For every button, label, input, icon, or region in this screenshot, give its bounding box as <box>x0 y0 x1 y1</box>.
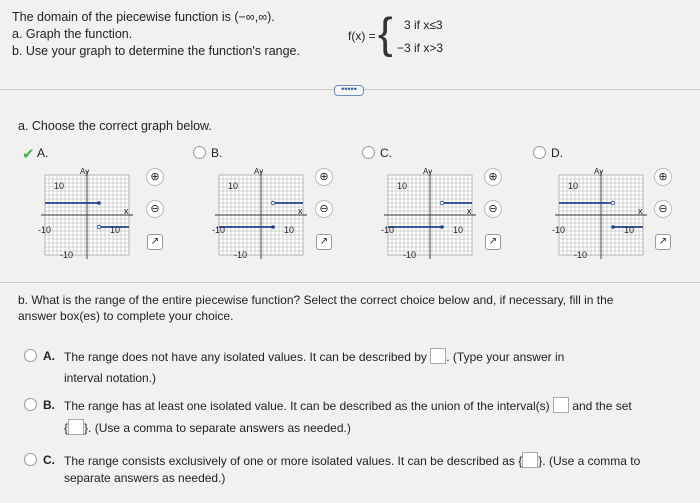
brace-icon: { <box>378 9 393 58</box>
radio-range-a[interactable] <box>24 349 37 362</box>
graph-a-ylabel: Ay <box>80 167 90 176</box>
graph-d-xtick-neg: -10 <box>552 225 566 235</box>
question-part-b: b. Use your graph to determine the function's range. <box>12 44 300 58</box>
choice-b-letter: B. <box>43 398 55 412</box>
graph-c[interactable] <box>380 165 480 265</box>
expand-icon[interactable]: ↗ <box>147 234 163 250</box>
graph-b-ytick: 10 <box>228 181 239 191</box>
zoom-in-icon[interactable]: ⊕ <box>654 168 672 186</box>
graph-a[interactable] <box>37 165 137 265</box>
radio-range-b[interactable] <box>24 398 37 411</box>
choice-b-text-1: The range has at least one isolated value. It can be described as the union of the interval(s) <box>64 399 550 413</box>
choice-b-text-1b: and the set <box>572 399 632 413</box>
graph-d-ytick: 10 <box>568 181 579 191</box>
graph-d-ylabel: Ay <box>594 167 604 176</box>
option-a-label: A. <box>37 146 49 160</box>
choice-a-text-1: The range does not have any isolated values. It can be described by <box>64 350 427 364</box>
isolated-values-input[interactable] <box>68 419 84 435</box>
choice-c-text-1b: . (Use a comma to <box>542 454 641 468</box>
choice-a-text-1b: . (Type your answer in <box>446 350 565 364</box>
graph-b-xlabel: x <box>298 206 303 216</box>
choice-c-text-2: separate answers as needed.) <box>64 471 226 485</box>
choice-a-text-2: interval notation.) <box>64 371 157 385</box>
choice-c-text <box>64 452 694 469</box>
choice-a-text <box>64 348 684 365</box>
graph-c-xtick-neg: -10 <box>381 225 395 235</box>
part-b-prompt-1: b. What is the range of the entire piecewise function? Select the correct choice below and, if necessary, fill in the <box>18 293 614 307</box>
option-d-label: D. <box>551 146 563 160</box>
checkmark-icon: ✔ <box>22 146 35 163</box>
function-label: f(x) = <box>348 29 376 43</box>
zoom-out-icon[interactable]: ⊖ <box>484 200 502 218</box>
graph-c-xlabel: x <box>467 206 472 216</box>
graph-a-ytick-neg: -10 <box>60 250 74 260</box>
zoom-in-icon[interactable]: ⊕ <box>315 168 333 186</box>
choice-c-letter: C. <box>43 453 55 467</box>
interval-union-input[interactable] <box>553 397 569 413</box>
question-domain: The domain of the piecewise function is (−∞,∞). <box>12 10 275 24</box>
choice-b-line-2 <box>64 419 351 436</box>
graph-a-xtick-pos: 10 <box>110 225 121 235</box>
radio-option-b[interactable] <box>193 146 206 159</box>
piecewise-case-2: −3 if x>3 <box>397 41 444 55</box>
choice-a-letter: A. <box>43 349 55 363</box>
radio-range-c[interactable] <box>24 453 37 466</box>
graph-b[interactable] <box>211 165 311 265</box>
graph-c-ylabel: Ay <box>423 167 433 176</box>
graph-b-ytick-neg: -10 <box>234 250 248 260</box>
option-b-label: B. <box>211 146 223 160</box>
zoom-out-icon[interactable]: ⊖ <box>146 200 164 218</box>
graph-a-xtick-neg: -10 <box>38 225 52 235</box>
range-interval-input[interactable] <box>430 348 446 364</box>
graph-a-xlabel: x <box>124 206 129 216</box>
expand-icon[interactable]: ↗ <box>655 234 671 250</box>
set-brace-icon: } <box>84 421 89 435</box>
expand-icon[interactable]: ↗ <box>485 234 501 250</box>
graph-b-ylabel: Ay <box>254 167 264 176</box>
part-a-prompt: a. Choose the correct graph below. <box>18 119 212 133</box>
graph-d[interactable] <box>551 165 651 265</box>
zoom-in-icon[interactable]: ⊕ <box>484 168 502 186</box>
choice-c-text-1: The range consists exclusively of one or more isolated values. It can be described as <box>64 454 515 468</box>
graph-d-xtick-pos: 10 <box>624 225 635 235</box>
zoom-out-icon[interactable]: ⊖ <box>654 200 672 218</box>
graph-c-xtick-pos: 10 <box>453 225 464 235</box>
choice-b-text-2: . (Use a comma to separate answers as needed.) <box>88 421 351 435</box>
graph-a-ytick: 10 <box>54 181 65 191</box>
graph-c-ytick-neg: -10 <box>403 250 417 260</box>
expand-icon[interactable]: ↗ <box>316 234 332 250</box>
isolated-only-input[interactable] <box>522 452 538 468</box>
graph-b-xtick-neg: -10 <box>212 225 226 235</box>
graph-d-ytick-neg: -10 <box>574 250 588 260</box>
radio-option-c[interactable] <box>362 146 375 159</box>
graph-b-xtick-pos: 10 <box>284 225 295 235</box>
set-brace-icon: { <box>64 421 69 435</box>
zoom-in-icon[interactable]: ⊕ <box>146 168 164 186</box>
part-b-prompt-2: answer box(es) to complete your choice. <box>18 309 234 323</box>
section-divider <box>0 282 700 283</box>
zoom-out-icon[interactable]: ⊖ <box>315 200 333 218</box>
graph-d-xlabel: x <box>638 206 643 216</box>
more-button[interactable]: ••••• <box>334 85 364 96</box>
set-brace-icon: { <box>518 454 523 468</box>
choice-b-text <box>64 397 694 414</box>
graph-c-ytick: 10 <box>397 181 408 191</box>
radio-option-d[interactable] <box>533 146 546 159</box>
option-c-label: C. <box>380 146 392 160</box>
set-brace-icon: } <box>538 454 543 468</box>
question-part-a: a. Graph the function. <box>12 27 133 41</box>
piecewise-case-1: 3 if x≤3 <box>404 18 443 32</box>
